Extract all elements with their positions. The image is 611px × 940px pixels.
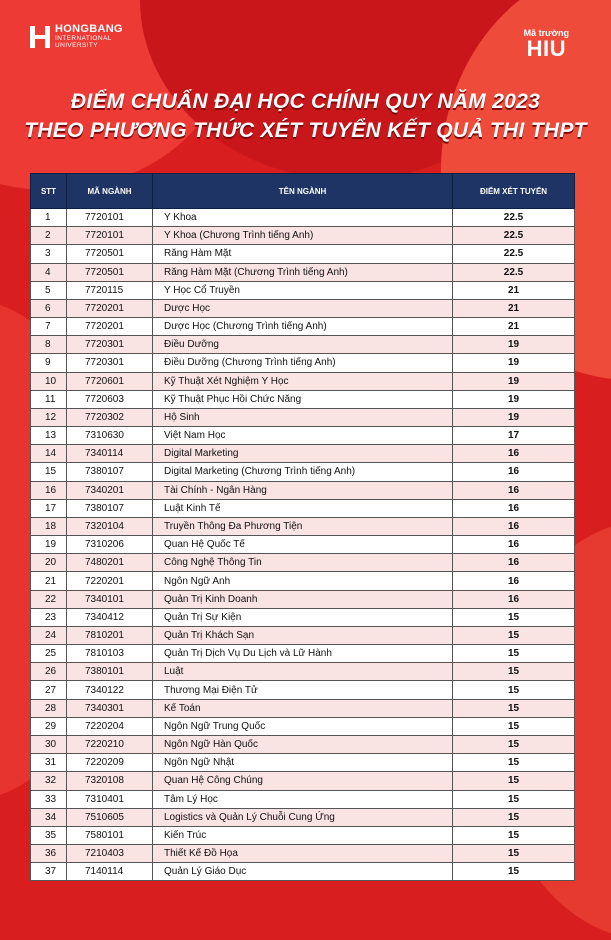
table-row xyxy=(31,626,575,644)
row-stt: 8 xyxy=(31,336,67,354)
table-row xyxy=(31,463,575,481)
row-major: Kỹ Thuật Xét Nghiệm Y Học xyxy=(153,372,453,390)
row-major: Kiến Trúc xyxy=(153,826,453,844)
table-row xyxy=(31,590,575,608)
row-stt: 4 xyxy=(31,263,67,281)
school-code xyxy=(524,28,569,60)
table-row xyxy=(31,572,575,590)
row-stt: 19 xyxy=(31,536,67,554)
table-row xyxy=(31,754,575,772)
row-code: 7340201 xyxy=(67,481,153,499)
row-major: Điều Dưỡng (Chương Trình tiếng Anh) xyxy=(153,354,453,372)
row-code: 7340412 xyxy=(67,608,153,626)
row-score: 21 xyxy=(453,281,575,299)
row-code: 7720603 xyxy=(67,390,153,408)
table-row xyxy=(31,681,575,699)
row-score: 15 xyxy=(453,735,575,753)
row-score: 15 xyxy=(453,808,575,826)
row-code: 7720101 xyxy=(67,209,153,227)
row-major: Thiết Kế Đồ Họa xyxy=(153,845,453,863)
row-major: Thương Mại Điện Tử xyxy=(153,681,453,699)
row-score: 22.5 xyxy=(453,209,575,227)
logo-h-icon xyxy=(30,26,50,48)
row-score: 15 xyxy=(453,663,575,681)
row-major: Y Khoa (Chương Trình tiếng Anh) xyxy=(153,227,453,245)
row-stt: 12 xyxy=(31,408,67,426)
row-score: 16 xyxy=(453,590,575,608)
table-row xyxy=(31,790,575,808)
row-code: 7480201 xyxy=(67,554,153,572)
row-major: Quan Hệ Công Chúng xyxy=(153,772,453,790)
row-stt: 33 xyxy=(31,790,67,808)
row-stt: 7 xyxy=(31,318,67,336)
row-stt: 3 xyxy=(31,245,67,263)
row-code: 7320108 xyxy=(67,772,153,790)
table-row xyxy=(31,336,575,354)
row-major: Quản Trị Sự Kiện xyxy=(153,608,453,626)
table-row xyxy=(31,372,575,390)
row-stt: 27 xyxy=(31,681,67,699)
row-score: 15 xyxy=(453,845,575,863)
row-score: 22.5 xyxy=(453,263,575,281)
row-score: 17 xyxy=(453,427,575,445)
row-code: 7580101 xyxy=(67,826,153,844)
table-row xyxy=(31,663,575,681)
row-stt: 6 xyxy=(31,299,67,317)
table-row xyxy=(31,717,575,735)
row-score: 16 xyxy=(453,572,575,590)
row-major: Hộ Sinh xyxy=(153,408,453,426)
row-score: 21 xyxy=(453,318,575,336)
row-score: 16 xyxy=(453,517,575,535)
row-stt: 13 xyxy=(31,427,67,445)
row-code: 7140114 xyxy=(67,863,153,881)
row-stt: 17 xyxy=(31,499,67,517)
table-row xyxy=(31,318,575,336)
table-row xyxy=(31,536,575,554)
table-row xyxy=(31,245,575,263)
row-code: 7380107 xyxy=(67,499,153,517)
table-row xyxy=(31,445,575,463)
row-stt: 29 xyxy=(31,717,67,735)
row-major: Kế Toán xyxy=(153,699,453,717)
row-stt: 28 xyxy=(31,699,67,717)
row-stt: 21 xyxy=(31,572,67,590)
row-code: 7720501 xyxy=(67,263,153,281)
row-major: Tài Chính - Ngân Hàng xyxy=(153,481,453,499)
row-code: 7220204 xyxy=(67,717,153,735)
row-stt: 31 xyxy=(31,754,67,772)
row-code: 7340101 xyxy=(67,590,153,608)
row-score: 16 xyxy=(453,481,575,499)
row-code: 7220209 xyxy=(67,754,153,772)
table-row xyxy=(31,645,575,663)
header-score: ĐIỂM XÉT TUYỂN xyxy=(453,174,575,209)
row-code: 7720201 xyxy=(67,299,153,317)
header-major: TÊN NGÀNH xyxy=(153,174,453,209)
row-code: 7720301 xyxy=(67,354,153,372)
row-major: Truyền Thông Đa Phương Tiện xyxy=(153,517,453,535)
row-major: Ngôn Ngữ Trung Quốc xyxy=(153,717,453,735)
row-score: 15 xyxy=(453,608,575,626)
row-stt: 16 xyxy=(31,481,67,499)
row-score: 19 xyxy=(453,354,575,372)
row-stt: 15 xyxy=(31,463,67,481)
row-stt: 9 xyxy=(31,354,67,372)
row-stt: 35 xyxy=(31,826,67,844)
row-score: 22.5 xyxy=(453,227,575,245)
logo-name: HONGBANG xyxy=(55,23,123,35)
row-stt: 2 xyxy=(31,227,67,245)
table-row xyxy=(31,826,575,844)
row-major: Y Học Cổ Truyền xyxy=(153,281,453,299)
table-row xyxy=(31,735,575,753)
row-stt: 30 xyxy=(31,735,67,753)
row-major: Việt Nam Học xyxy=(153,427,453,445)
table-row xyxy=(31,608,575,626)
table-row xyxy=(31,263,575,281)
table-body xyxy=(31,209,575,881)
table-row xyxy=(31,427,575,445)
row-stt: 20 xyxy=(31,554,67,572)
table-row xyxy=(31,481,575,499)
row-major: Luật xyxy=(153,663,453,681)
table-row xyxy=(31,499,575,517)
university-logo xyxy=(30,24,123,49)
row-stt: 26 xyxy=(31,663,67,681)
row-major: Quản Trị Dịch Vụ Du Lịch và Lữ Hành xyxy=(153,645,453,663)
row-stt: 23 xyxy=(31,608,67,626)
row-score: 22.5 xyxy=(453,245,575,263)
row-major: Digital Marketing xyxy=(153,445,453,463)
row-stt: 22 xyxy=(31,590,67,608)
header-code: MÃ NGÀNH xyxy=(67,174,153,209)
row-major: Công Nghệ Thông Tin xyxy=(153,554,453,572)
row-stt: 18 xyxy=(31,517,67,535)
row-major: Ngôn Ngữ Anh xyxy=(153,572,453,590)
row-stt: 24 xyxy=(31,626,67,644)
row-score: 15 xyxy=(453,699,575,717)
row-score: 16 xyxy=(453,463,575,481)
row-code: 7380107 xyxy=(67,463,153,481)
row-code: 7720115 xyxy=(67,281,153,299)
row-score: 15 xyxy=(453,754,575,772)
row-stt: 34 xyxy=(31,808,67,826)
row-score: 15 xyxy=(453,717,575,735)
table-row xyxy=(31,863,575,881)
row-stt: 36 xyxy=(31,845,67,863)
row-major: Kỹ Thuật Phục Hồi Chức Năng xyxy=(153,390,453,408)
row-stt: 37 xyxy=(31,863,67,881)
page-title-line2: THEO PHƯƠNG THỨC XÉT TUYỂN KẾT QUẢ THI THPT xyxy=(24,119,587,142)
row-stt: 11 xyxy=(31,390,67,408)
table-row xyxy=(31,808,575,826)
row-major: Digital Marketing (Chương Trình tiếng Anh) xyxy=(153,463,453,481)
row-score: 19 xyxy=(453,372,575,390)
row-major: Logistics và Quản Lý Chuỗi Cung Ứng xyxy=(153,808,453,826)
row-major: Quan Hệ Quốc Tế xyxy=(153,536,453,554)
row-code: 7720501 xyxy=(67,245,153,263)
school-code-value: HIU xyxy=(526,36,566,61)
row-score: 15 xyxy=(453,626,575,644)
row-code: 7810103 xyxy=(67,645,153,663)
row-score: 16 xyxy=(453,554,575,572)
table-row xyxy=(31,390,575,408)
row-major: Dược Học xyxy=(153,299,453,317)
row-major: Luật Kinh Tế xyxy=(153,499,453,517)
row-code: 7720201 xyxy=(67,318,153,336)
row-major: Răng Hàm Mặt xyxy=(153,245,453,263)
table-row xyxy=(31,517,575,535)
header-stt: STT xyxy=(31,174,67,209)
row-score: 15 xyxy=(453,681,575,699)
row-code: 7310630 xyxy=(67,427,153,445)
row-code: 7210403 xyxy=(67,845,153,863)
row-code: 7510605 xyxy=(67,808,153,826)
row-major: Ngôn Ngữ Nhật xyxy=(153,754,453,772)
row-major: Quản Lý Giáo Dục xyxy=(153,863,453,881)
page-title-line1: ĐIỂM CHUẨN ĐẠI HỌC CHÍNH QUY NĂM 2023 xyxy=(70,90,541,113)
table-row xyxy=(31,408,575,426)
row-stt: 1 xyxy=(31,209,67,227)
row-code: 7720301 xyxy=(67,336,153,354)
row-major: Y Khoa xyxy=(153,209,453,227)
row-code: 7310401 xyxy=(67,790,153,808)
row-score: 19 xyxy=(453,408,575,426)
row-score: 16 xyxy=(453,499,575,517)
admission-score-table xyxy=(30,173,575,881)
row-major: Quản Trị Kinh Doanh xyxy=(153,590,453,608)
row-score: 21 xyxy=(453,299,575,317)
row-score: 19 xyxy=(453,390,575,408)
row-score: 16 xyxy=(453,445,575,463)
row-stt: 14 xyxy=(31,445,67,463)
row-stt: 25 xyxy=(31,645,67,663)
row-stt: 32 xyxy=(31,772,67,790)
table-row xyxy=(31,699,575,717)
row-score: 16 xyxy=(453,536,575,554)
table-row xyxy=(31,227,575,245)
row-code: 7720101 xyxy=(67,227,153,245)
row-code: 7340301 xyxy=(67,699,153,717)
row-code: 7310206 xyxy=(67,536,153,554)
row-code: 7720302 xyxy=(67,408,153,426)
logo-line3: UNIVERSITY xyxy=(55,42,99,49)
school-code-caption: Mã trường xyxy=(523,28,569,38)
row-stt: 10 xyxy=(31,372,67,390)
row-code: 7320104 xyxy=(67,517,153,535)
row-stt: 5 xyxy=(31,281,67,299)
row-code: 7380101 xyxy=(67,663,153,681)
row-score: 15 xyxy=(453,826,575,844)
table-row xyxy=(31,845,575,863)
row-code: 7220210 xyxy=(67,735,153,753)
row-major: Ngôn Ngữ Hàn Quốc xyxy=(153,735,453,753)
row-score: 15 xyxy=(453,863,575,881)
row-score: 15 xyxy=(453,790,575,808)
row-code: 7720601 xyxy=(67,372,153,390)
row-code: 7810201 xyxy=(67,626,153,644)
row-score: 15 xyxy=(453,772,575,790)
row-code: 7340122 xyxy=(67,681,153,699)
row-code: 7220201 xyxy=(67,572,153,590)
row-code: 7340114 xyxy=(67,445,153,463)
table-row xyxy=(31,772,575,790)
row-score: 15 xyxy=(453,645,575,663)
table-row xyxy=(31,354,575,372)
table-row xyxy=(31,281,575,299)
row-major: Răng Hàm Mặt (Chương Trình tiếng Anh) xyxy=(153,263,453,281)
row-score: 19 xyxy=(453,336,575,354)
table-row xyxy=(31,554,575,572)
row-major: Điều Dưỡng xyxy=(153,336,453,354)
row-major: Tâm Lý Học xyxy=(153,790,453,808)
row-major: Quản Trị Khách Sạn xyxy=(153,626,453,644)
table-row xyxy=(31,299,575,317)
logo-line2: INTERNATIONAL xyxy=(55,35,112,42)
table-row xyxy=(31,209,575,227)
row-major: Dược Học (Chương Trình tiếng Anh) xyxy=(153,318,453,336)
table-header-row xyxy=(31,174,575,209)
